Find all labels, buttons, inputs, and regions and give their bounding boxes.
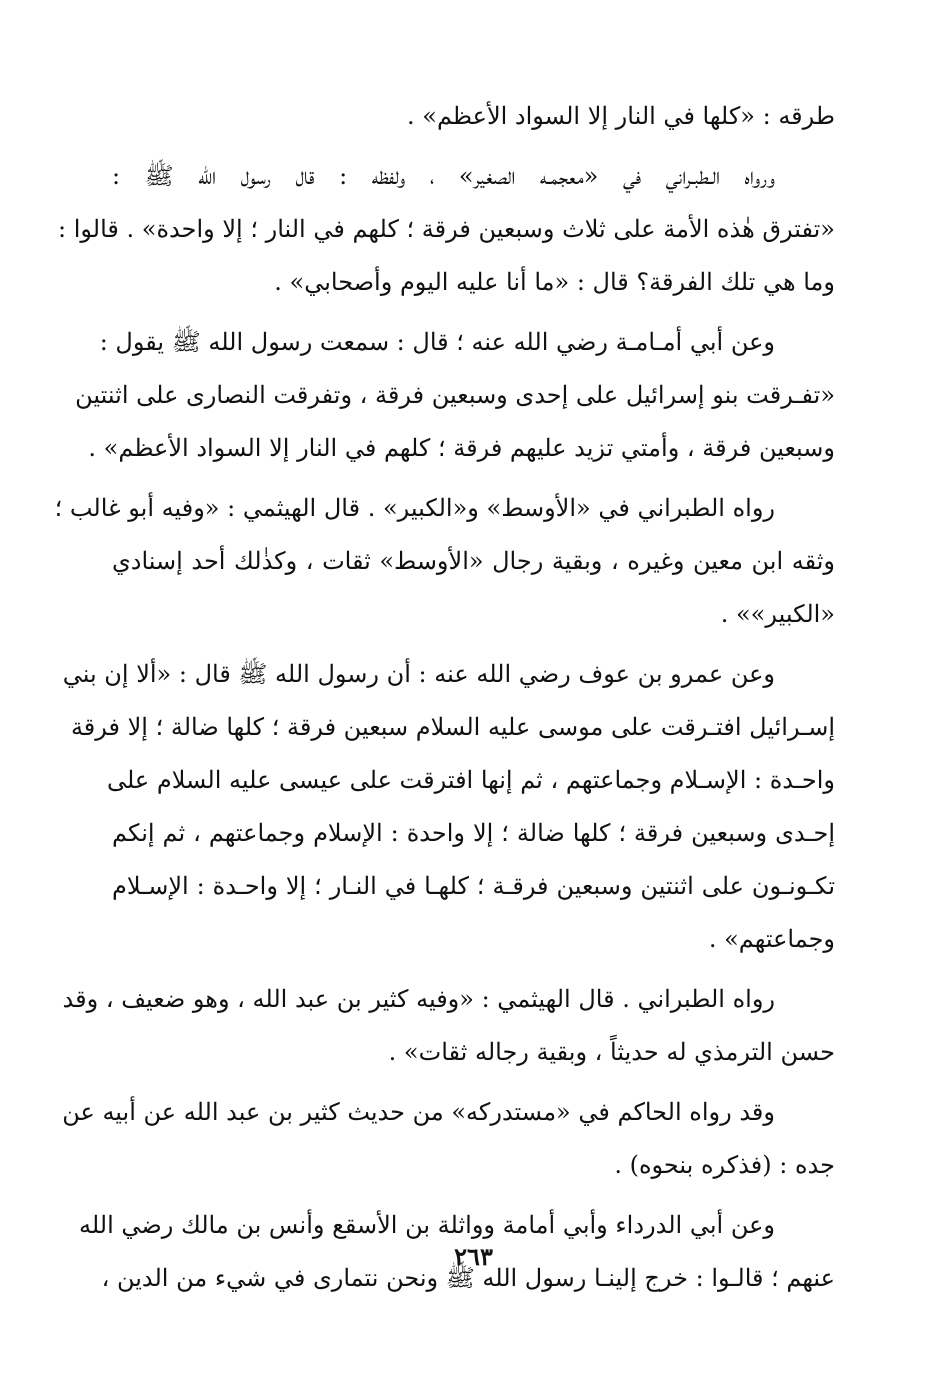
text-line: وعن عمرو بن عوف رضي الله عنه : أن رسول الله ﷺ قال : «ألا إن بني: [62, 660, 775, 688]
text-line: «تفترق هٰذه الأمة على ثلاث وسبعين فرقة ؛ كلهم في النار ؛ إلا واحدة» . قالوا :: [58, 215, 835, 243]
text-line: وثقه ابن معين وغيره ، وبقية رجال «الأوسط» ثقات ، وكذٰلك أحد إسنادي: [112, 547, 835, 575]
paragraph: [75, 316, 835, 475]
text-line: وقد رواه الحاكم في «مستدركه» من حديث كثير بن عبد الله عن أبيه عن: [62, 1098, 775, 1126]
page-number: ٢٦٣: [454, 1242, 493, 1271]
text-line: «تفـرقت بنو إسرائيل على إحدى وسبعين فرقة ، وتفرقت النصارى على اثنتين: [75, 381, 835, 409]
paragraph: [62, 1086, 835, 1192]
paragraph: [62, 648, 835, 966]
text-line: واحـدة : الإسـلام وجماعتهم ، ثم إنها افترقت على عيسى عليه السلام على: [106, 766, 835, 794]
text-line: حسن الترمذي له حديثاً ، وبقية رجاله ثقات» .: [388, 1038, 835, 1066]
text-line: رواه الطبراني في «الأوسط» و«الكبير» . قال الهيثمي : «وفيه أبو غالب ؛: [54, 494, 775, 522]
text-line: «الكبير»» .: [720, 600, 835, 628]
text-line: جده : (فذكره بنحوه) .: [614, 1151, 835, 1179]
text-line: إسـرائيل افتـرقت على موسى عليه السلام سبعين فرقة ؛ كلها ضالة ؛ إلا فرقة: [70, 713, 835, 741]
text-line: وسبعين فرقة ، وأمتي تزيد عليهم فرقة ؛ كلهم في النار إلا السواد الأعظم» .: [88, 434, 835, 462]
text-line: عنهم ؛ قالـوا : خرج إلينـا رسول الله ﷺ ونحن نتمارى في شيء من الدين ،: [101, 1264, 835, 1292]
text-line: ورواه الـطبـراني في «معجمـه الصغير» ، ولفظه : قال رسول الله ﷺ :: [112, 162, 775, 190]
text-line: رواه الطبراني . قال الهيثمي : «وفيه كثير بن عبد الله ، وهو ضعيف ، وقد: [62, 985, 775, 1013]
text-line: طرقه : «كلها في النار إلا السواد الأعظم» .: [407, 102, 835, 130]
paragraph: [112, 90, 835, 143]
paragraph-list: [54, 90, 835, 1305]
paragraph: [62, 973, 835, 1079]
text-line: وجماعتهم» .: [708, 925, 835, 953]
text-line: وما هي تلك الفرقة؟ قال : «ما أنا عليه اليوم وأصحابي» .: [274, 268, 835, 296]
text-line: إحـدى وسبعين فرقة ؛ كلها ضالة ؛ إلا واحدة : الإسلام وجماعتهم ، ثم إنكم: [112, 819, 835, 847]
page-body: [54, 90, 835, 1312]
text-line: وعن أبي الدرداء وأبي أمامة وواثلة بن الأسقع وأنس بن مالك رضي الله: [78, 1211, 775, 1239]
text-line: تكـونـون على اثنتين وسبعين فرقـة ؛ كلهـا في النـار ؛ إلا واحـدة : الإسـلام: [112, 872, 835, 900]
text-line: وعن أبي أمـامـة رضي الله عنه ؛ قال : سمعت رسول الله ﷺ يقول :: [99, 328, 775, 356]
paragraph: [58, 150, 835, 309]
paragraph: [54, 482, 835, 641]
